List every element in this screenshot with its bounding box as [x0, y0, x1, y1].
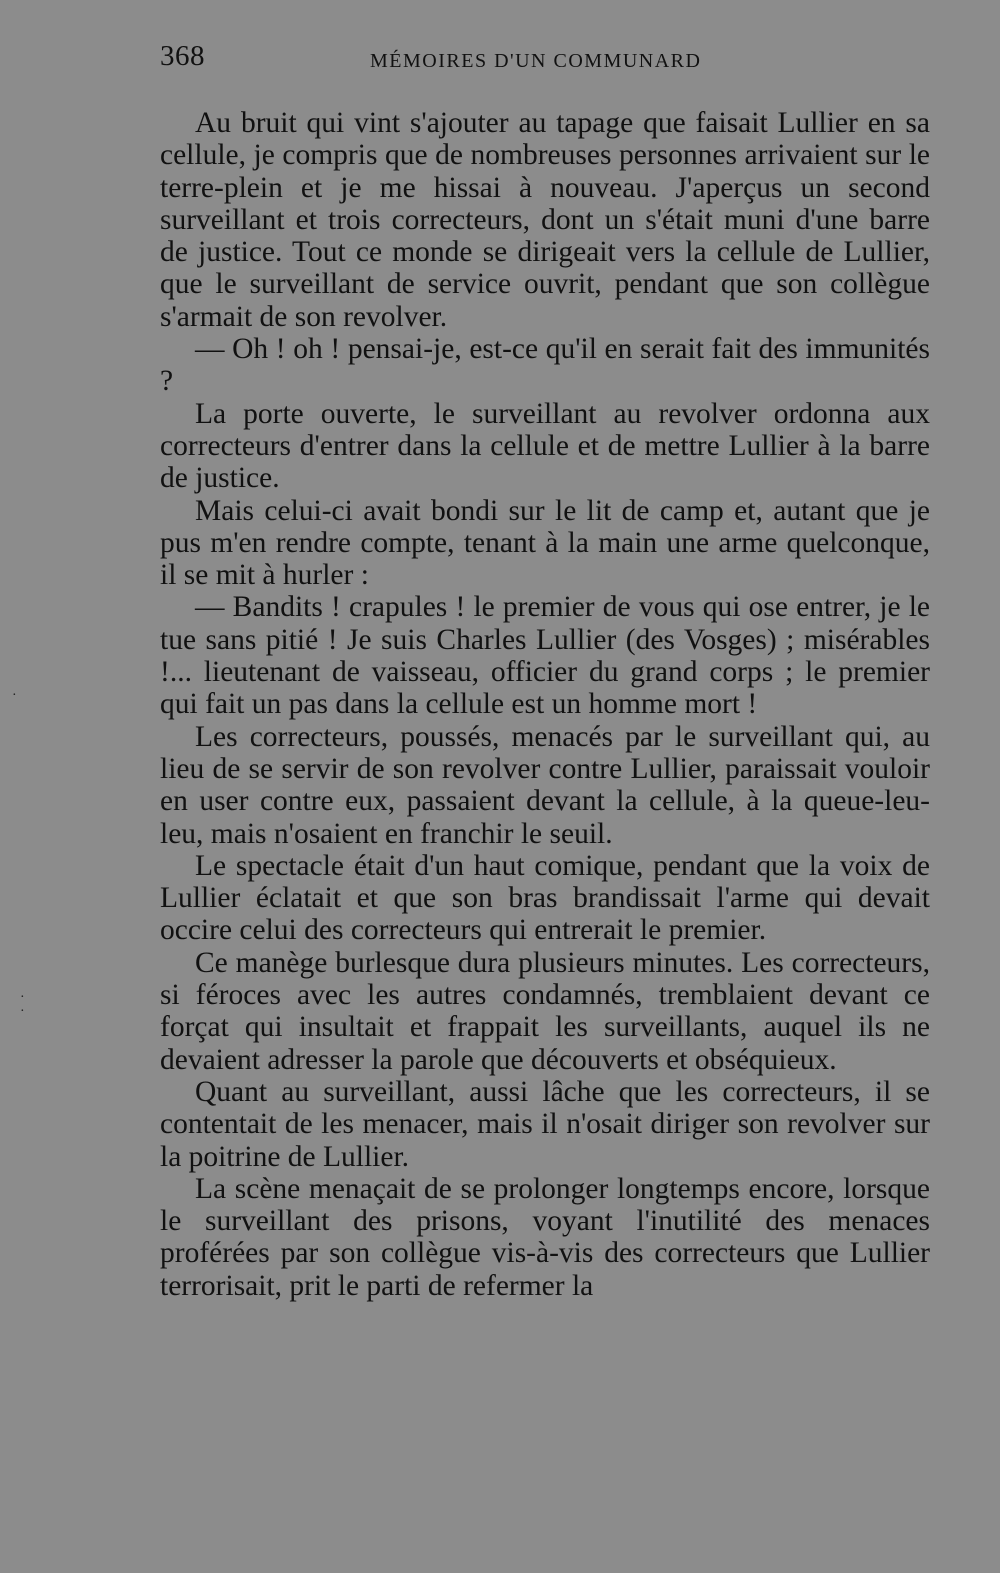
paragraph: La scène menaçait de se prolonger longtemps encore, lorsque le surveillant des prisons, voyant l'inutilité des menaces proférées par son collègue vis-à-vis des correcteurs que Lullier terrorisait, prit le parti de refermer la	[160, 1172, 930, 1302]
paragraph: Quant au surveillant, aussi lâche que les correcteurs, il se contentait de les menacer, mais il n'osait diriger son revolver sur la poitrine de Lullier.	[160, 1075, 930, 1173]
paragraph: Mais celui-ci avait bondi sur le lit de camp et, autant que je pus m'en rendre compte, tenant à la main une arme quelconque, il se mit à hurler :	[160, 494, 930, 592]
paragraph: Le spectacle était d'un haut comique, pendant que la voix de Lullier éclatait et que son bras brandissait l'arme qui devait occire celui des correcteurs qui entrerait le premier.	[160, 849, 930, 947]
paragraph: La porte ouverte, le surveillant au revolver ordonna aux correcteurs d'entrer dans la cellule et de mettre Lullier à la barre de justice.	[160, 397, 930, 495]
paragraph: — Oh ! oh ! pensai-je, est-ce qu'il en serait fait des immunités ?	[160, 333, 930, 398]
paragraph: Ce manège burlesque dura plusieurs minutes. Les correcteurs, si féroces avec les autres condamnés, tremblaient devant ce forçat qui insultait et frappait les surveillants, auquel ils ne devaient adresser la parole que découverts et obséquieux.	[160, 946, 930, 1076]
page-header	[160, 40, 930, 80]
margin-speck: ·	[12, 688, 17, 703]
margin-speck: ·	[20, 990, 25, 1005]
running-head: MÉMOIRES D'UN COMMUNARD	[370, 50, 702, 72]
margin-speck: ·	[20, 1004, 25, 1019]
paragraph: Au bruit qui vint s'ajouter au tapage que faisait Lullier en sa cellule, je compris que de nombreuses personnes arrivaient sur le terre-plein et je me hissai à nouveau. J'aperçus un second surveillant et trois correcteurs, dont un s'était muni d'une barre de justice. Tout ce monde se dirigeait vers la cellule de Lullier, que le surveillant de service ouvrit, pendant que son collègue s'armait de son revolver.	[160, 107, 930, 333]
paragraph: — Bandits ! crapules ! le premier de vous qui ose entrer, je le tue sans pitié ! Je suis Charles Lullier (des Vosges) ; misérables !... lieutenant de vaisseau, officier du grand corps ; le premier qui fait un pas dans la cellule est un homme mort !	[160, 591, 930, 721]
body-text	[160, 107, 930, 1302]
paragraph: Les correcteurs, poussés, menacés par le surveillant qui, au lieu de se servir de son revolver contre Lullier, paraissait vouloir en user contre eux, passaient devant la cellule, à la queue-leu-leu, mais n'osaient en franchir le seuil.	[160, 720, 930, 850]
page-number: 368	[160, 40, 205, 72]
